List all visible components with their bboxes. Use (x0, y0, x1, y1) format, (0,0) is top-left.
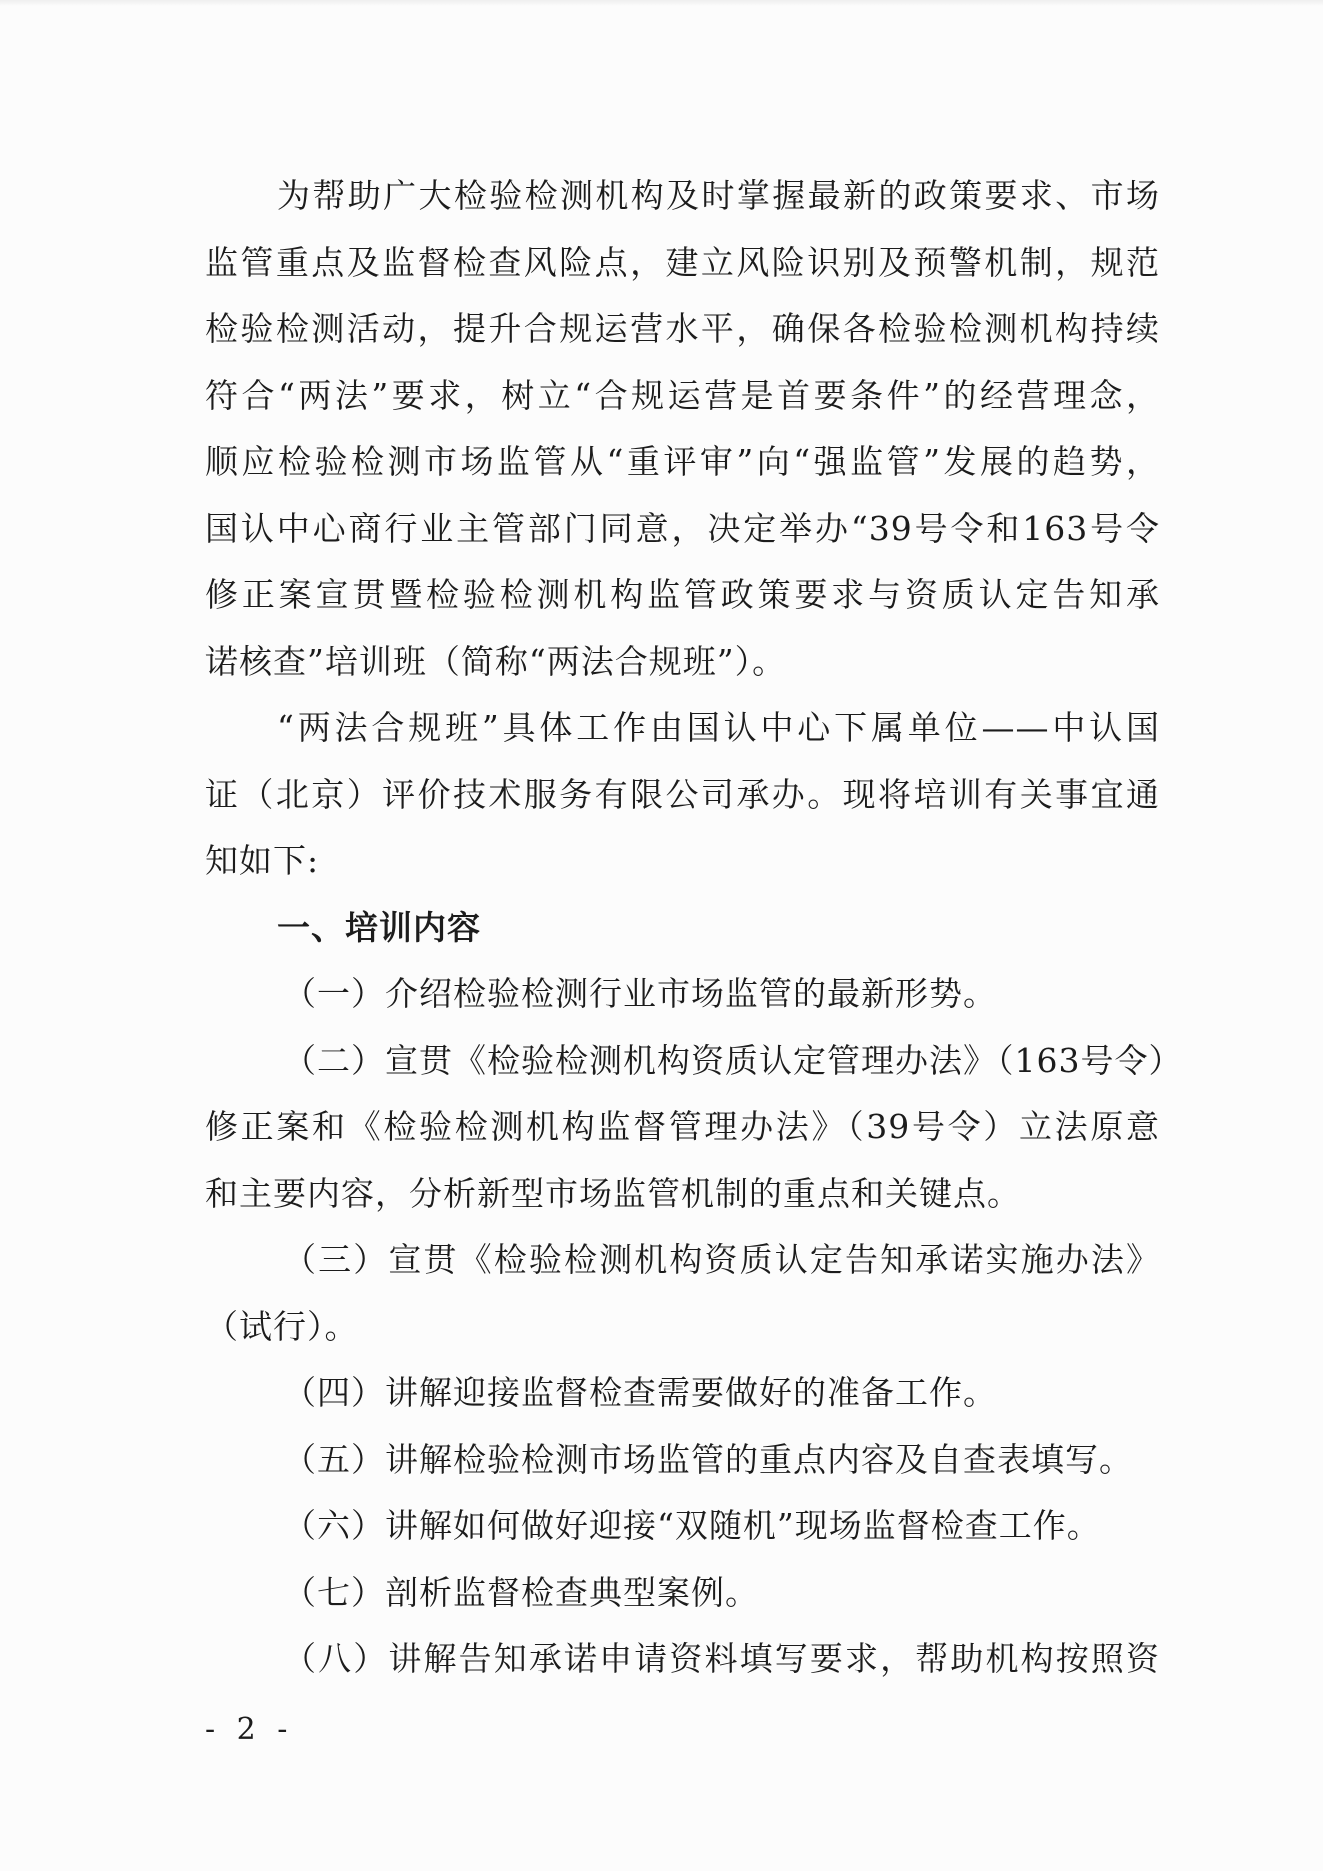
document-body (205, 163, 1183, 1693)
paragraph-2-line-2: 证（北京）评价技术服务有限公司承办。现将培训有关事宜通 (205, 774, 1160, 814)
paragraph-1-line-7: 修正案宣贯暨检验检测机构监管政策要求与资质认定告知承 (205, 575, 1160, 614)
paragraph-1-line-3: 检验检测活动，提升合规运营水平，确保各检验检测机构持续 (205, 309, 1160, 348)
content-item-3-line-2: （试行）。 (205, 1306, 359, 1346)
paragraph-1-line-5: 顺应检验检测市场监管从“重评审”向“强监管”发展的趋势， (205, 442, 1160, 481)
content-item-7: （七）剖析监督检查典型案例。 (283, 1572, 759, 1612)
page-number: - 2 - (205, 1712, 294, 1747)
content-item-2-line-2: 修正案和《检验检测机构监督管理办法》（39号令）立法原意 (205, 1107, 1160, 1146)
section-heading: 一、培训内容 (277, 907, 481, 947)
content-item-2-line-3: 和主要内容，分析新型市场监管机制的重点和关键点。 (205, 1173, 1021, 1213)
paragraph-1-line-4: 符合“两法”要求，树立“合规运营是首要条件”的经营理念， (205, 375, 1160, 415)
paragraph-1-line-6: 国认中心商行业主管部门同意，决定举办“39号令和163号令 (205, 508, 1160, 548)
scan-edge (0, 0, 1323, 6)
content-item-3-line-1: （三）宣贯《检验检测机构资质认定告知承诺实施办法》 (283, 1240, 1160, 1279)
paragraph-2-line-3: 知如下: (205, 841, 320, 880)
content-item-5: （五）讲解检验检测市场监管的重点内容及自查表填写。 (283, 1439, 1133, 1479)
content-item-1: （一）介绍检验检测行业市场监管的最新形势。 (283, 974, 997, 1013)
content-item-6: （六）讲解如何做好迎接“双随机”现场监督检查工作。 (283, 1506, 1101, 1545)
paragraph-1-line-1: 为帮助广大检验检测机构及时掌握最新的政策要求、市场 (277, 176, 1160, 215)
paragraph-1-line-8: 诺核查”培训班（简称“两法合规班”）。 (205, 641, 787, 681)
content-item-4: （四）讲解迎接监督检查需要做好的准备工作。 (283, 1373, 997, 1412)
paragraph-2-line-1: “两法合规班”具体工作由国认中心下属单位——中认国 (277, 708, 1160, 747)
content-item-2-line-1: （二）宣贯《检验检测机构资质认定管理办法》（163号令） (283, 1040, 1183, 1080)
content-item-8-line-1: （八）讲解告知承诺申请资料填写要求，帮助机构按照资 (283, 1639, 1160, 1678)
paragraph-1-line-2: 监管重点及监督检查风险点，建立风险识别及预警机制，规范 (205, 242, 1160, 282)
